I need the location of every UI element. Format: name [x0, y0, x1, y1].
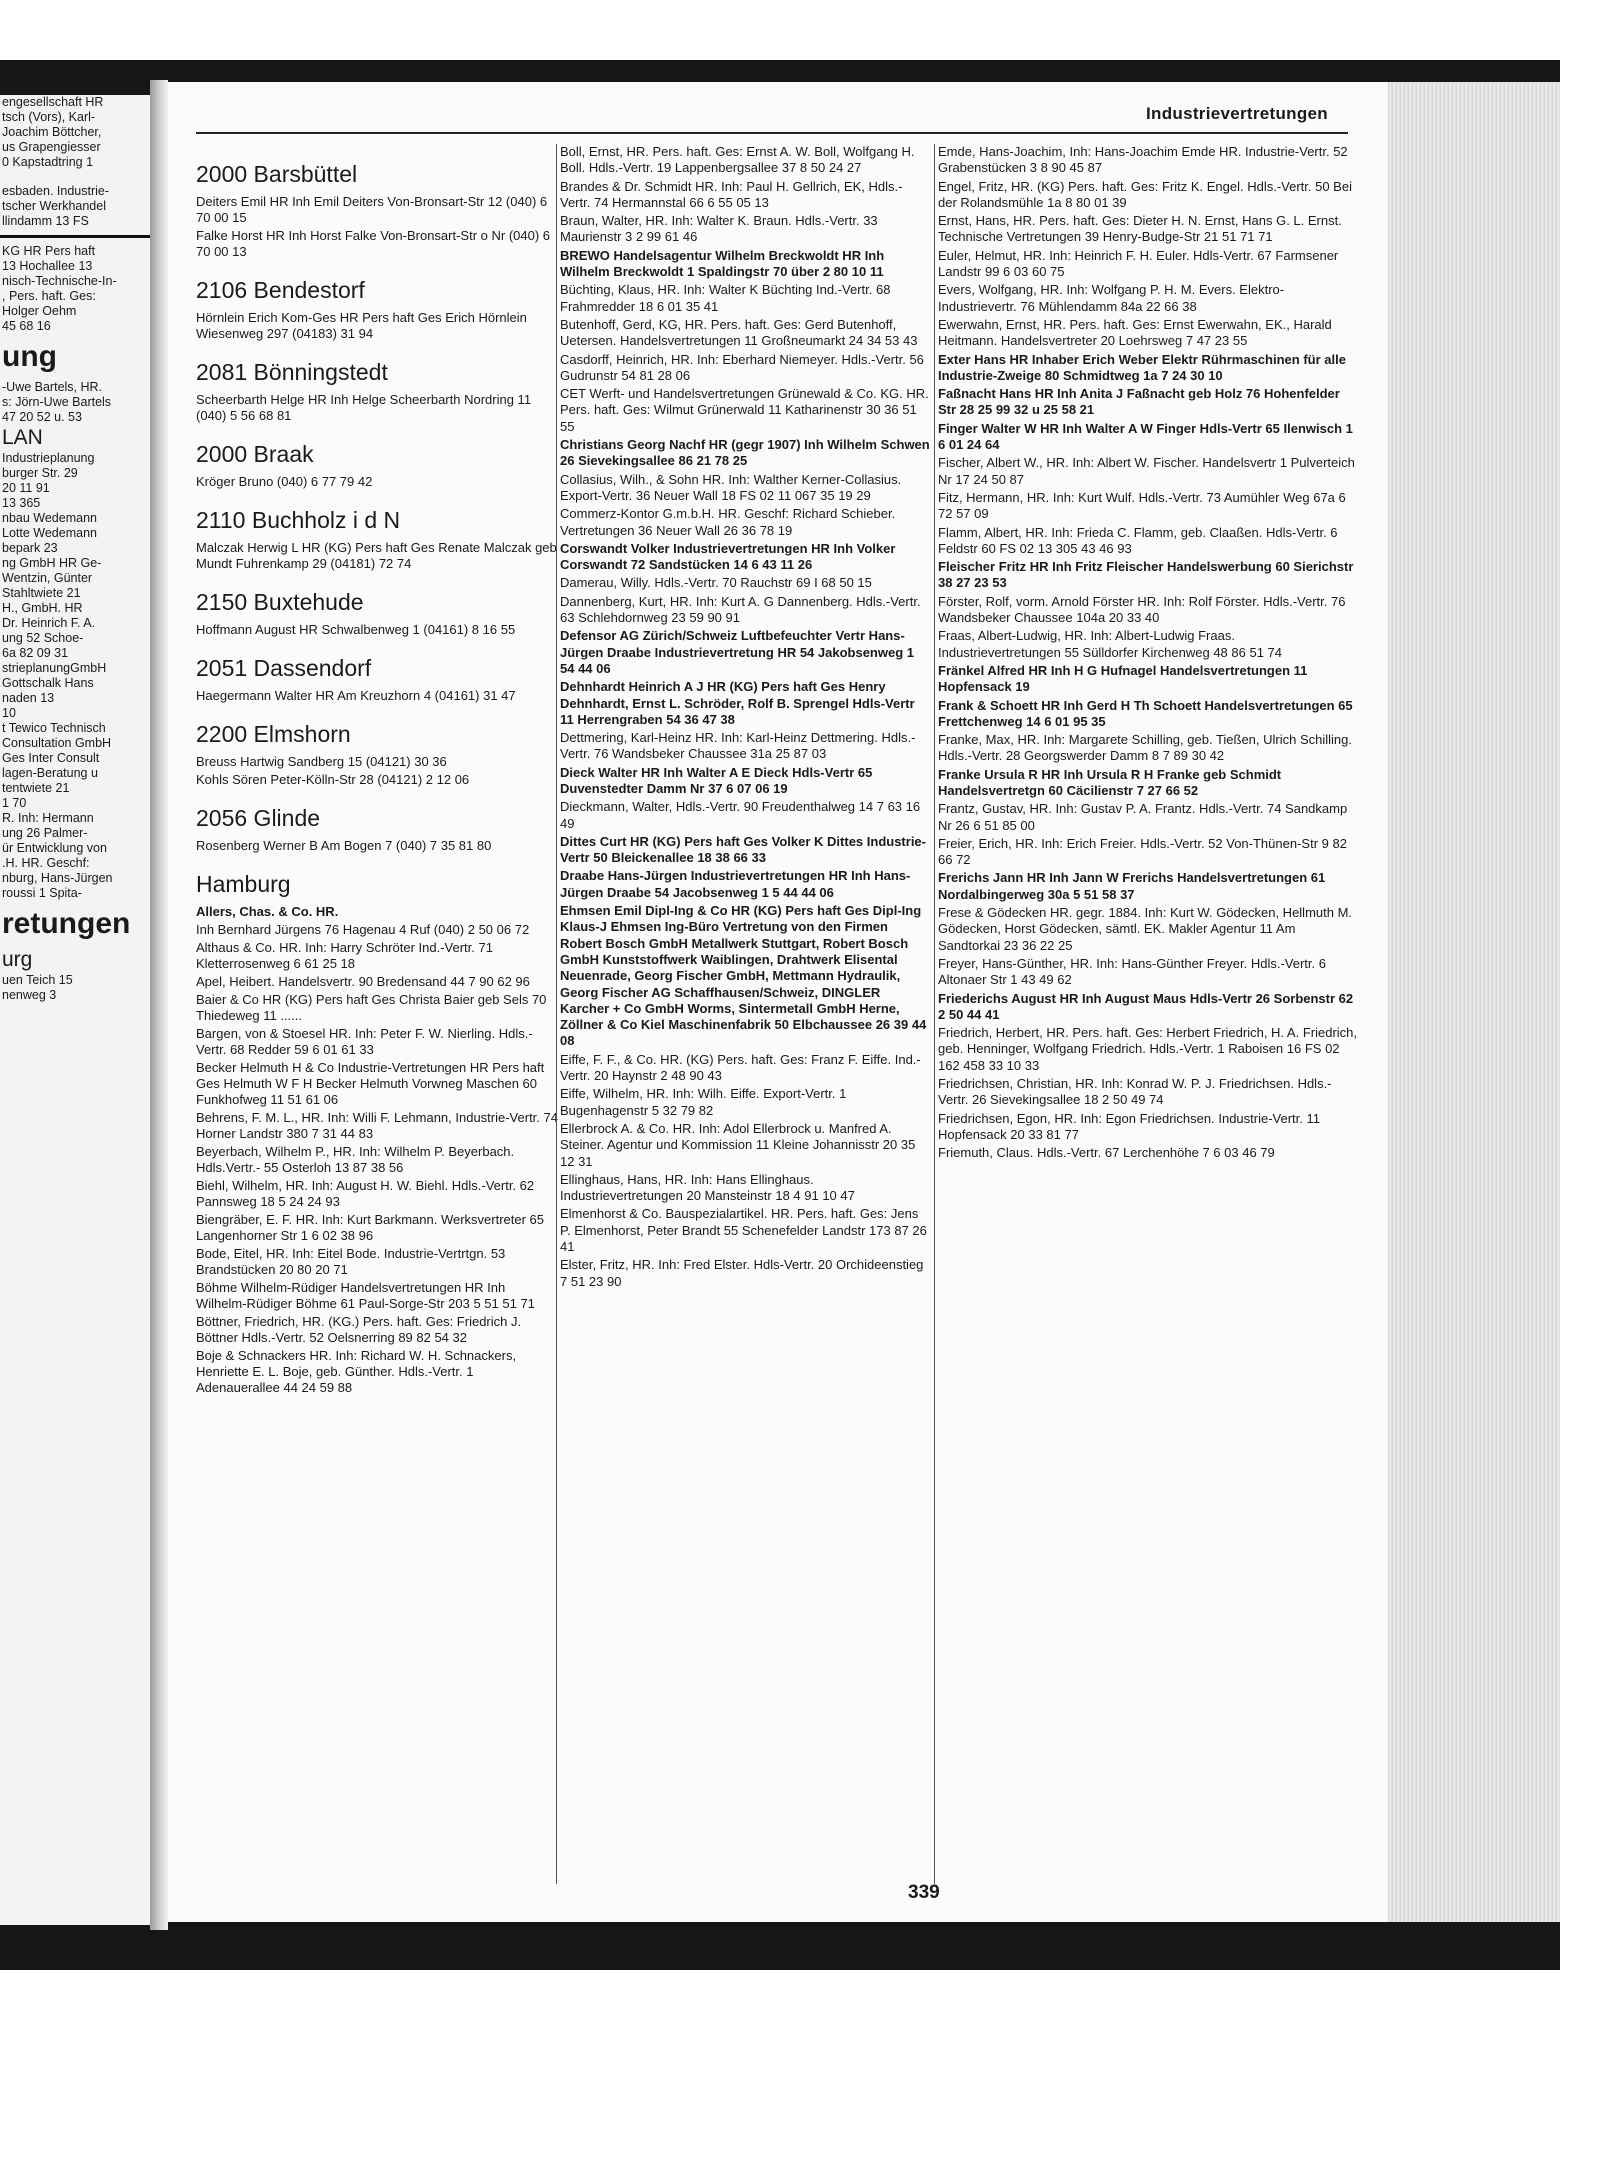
left-page-fragment: 13 Hochallee 13: [2, 259, 93, 273]
column-2: [560, 144, 930, 1292]
left-page-fragment: 20 11 91: [2, 481, 50, 495]
left-page-fragment: 47 20 52 u. 53: [2, 410, 82, 424]
city-heading: 2056 Glinde: [196, 805, 321, 831]
column-1: [196, 144, 558, 1398]
directory-entry: Faßnacht Hans HR Inh Anita J Faßnacht geb Holz 76 Hohenfelder Str 28 25 99 32 u 25 58 21: [938, 386, 1340, 418]
directory-entry: Engel, Fritz, HR. (KG) Pers. haft. Ges: Fritz K. Engel. Hdls.-Vertr. 50 Bei der Rolandsmühle 1a 8 80 01 39: [938, 178, 1352, 210]
directory-entry: Euler, Helmut, HR. Inh: Heinrich F. H. Euler. Hdls-Vertr. 67 Farmsener Landstr 99 6 03 60 75: [938, 247, 1339, 280]
left-page-fragment: -Uwe Bartels, HR.: [2, 380, 103, 394]
left-page-fragment: engesellschaft HR: [2, 95, 104, 109]
directory-entry: Büchting, Klaus, HR. Inh: Walter K Büchting Ind.-Vertr. 68 Frahmredder 18 6 01 35 41: [560, 282, 891, 314]
directory-entry: Böttner, Friedrich, HR. (KG.) Pers. haft. Ges: Friedrich J. Böttner Hdls.-Vertr. 52 Oelsnerring 89 82 54 32: [196, 1314, 522, 1345]
directory-entry: Bode, Eitel, HR. Inh: Eitel Bode. Industrie-Vertrtgn. 53 Brandstücken 20 80 20 71: [196, 1246, 506, 1277]
directory-entry: Friedrich, Herbert, HR. Pers. haft. Ges: Herbert Friedrich, H. A. Friedrich, geb. Henninger, Wolfgang Friedrich. Hdls.-Vertr. 1 Raboisen 16 FS 02 162 458 33 10 33: [938, 1025, 1358, 1073]
left-page-fragment: Wentzin, Günter: [2, 571, 93, 585]
directory-entry: Christians Georg Nachf HR (gegr 1907) Inh Wilhelm Schwen 26 Sievekingsallee 86 21 78 25: [560, 437, 930, 469]
directory-entry: Braun, Walter, HR. Inh: Walter K. Braun. Hdls.-Vertr. 33 Maurienstr 3 2 99 61 46: [560, 213, 878, 245]
city-heading: 2200 Elmshorn: [196, 721, 351, 747]
directory-entry: Kröger Bruno (040) 6 77 79 42: [196, 474, 373, 489]
directory-entry: Dieck Walter HR Inh Walter A E Dieck Hdls-Vertr 65 Duvenstedter Damm Nr 37 6 07 06 19: [560, 764, 873, 796]
left-page-fragment: , Pers. haft. Ges:: [2, 289, 96, 303]
left-page-fragment: ür Entwicklung von: [2, 841, 107, 855]
directory-entry: Frese & Gödecken HR. gegr. 1884. Inh: Kurt W. Gödecken, Hellmuth M. Gödecken, Horst Gödecken, sämtl. EK. Makler Agentur 11 Am Sandtorkai 23 36 22 25: [938, 905, 1353, 953]
directory-entry: Casdorff, Heinrich, HR. Inh: Eberhard Niemeyer. Hdls.-Vertr. 56 Gudrunstr 54 81 28 06: [560, 351, 924, 383]
directory-entry: CET Werft- und Handelsvertretungen Grünewald & Co. KG. HR. Pers. haft. Ges: Wilmut Grünerwald 11 Katharinenstr 30 36 51 55: [560, 386, 929, 434]
facing-page-left: [0, 95, 150, 1925]
page-number: 339: [908, 1882, 940, 1903]
directory-entry: Haegermann Walter HR Am Kreuzhorn 4 (04161) 31 47: [196, 688, 516, 703]
directory-entry: Inh Bernhard Jürgens 76 Hagenau 4 Ruf (040) 2 50 06 72: [196, 922, 530, 937]
directory-entry: Deiters Emil HR Inh Emil Deiters Von-Bronsart-Str 12 (040) 6 70 00 15: [196, 194, 548, 225]
left-page-fragment: urg: [2, 948, 33, 971]
left-page-fragment: ung 52 Schoe-: [2, 631, 84, 645]
left-page-fragment: ng GmbH HR Ge-: [2, 556, 102, 570]
directory-entry: Fraas, Albert-Ludwig, HR. Inh: Albert-Ludwig Fraas. Industrievertretungen 55 Sülldorfer Kirchenweg 48 86 51 74: [938, 628, 1282, 660]
directory-entry: Malczak Herwig L HR (KG) Pers haft Ges Renate Malczak geb Mundt Fuhrenkamp 29 (04181) 72 74: [196, 540, 557, 571]
directory-entry: Förster, Rolf, vorm. Arnold Förster HR. Inh: Rolf Förster. Hdls.-Vertr. 76 Wandsbeker Chaussee 104a 20 33 40: [938, 593, 1346, 626]
directory-entry: Dieckmann, Walter, Hdls.-Vertr. 90 Freudenthalweg 14 7 63 16 49: [560, 799, 921, 831]
left-page-fragment: Holger Oehm: [2, 304, 77, 318]
directory-entry: Finger Walter W HR Inh Walter A W Finger Hdls-Vertr 65 Ilenwisch 1 6 01 24 64: [938, 420, 1353, 453]
directory-entry: Baier & Co HR (KG) Pers haft Ges Christa Baier geb Sels 70 Thiedeweg 11 ......: [196, 992, 547, 1023]
directory-entry: Eiffe, F. F., & Co. HR. (KG) Pers. haft. Ges: Franz F. Eiffe. Ind.-Vertr. 20 Haynstr 2 48 90 43: [560, 1051, 921, 1084]
book-gutter: [150, 80, 168, 1930]
left-page-fragment: .H. HR. Geschf:: [2, 856, 90, 870]
city-heading: 2000 Barsbüttel: [196, 161, 358, 187]
directory-entry: Ewerwahn, Ernst, HR. Pers. haft. Ges: Ernst Ewerwahn, EK., Harald Heitmann. Handelsvertreter 20 Loehrsweg 7 47 23 55: [938, 316, 1332, 349]
header-rule: [196, 132, 1348, 134]
directory-entry: Exter Hans HR Inhaber Erich Weber Elektr Rührmaschinen für alle Industrie-Zweige 80 Schmidtweg 1a 7 24 30 10: [938, 351, 1346, 383]
left-page-rule: [0, 235, 150, 238]
directory-entry: Fitz, Hermann, HR. Inh: Kurt Wulf. Hdls.-Vertr. 73 Aumühler Weg 67a 6 72 57 09: [938, 489, 1346, 522]
left-page-fragment: tentwiete 21: [2, 781, 70, 795]
left-page-fragment: tsch (Vors), Karl-: [2, 110, 96, 124]
left-page-fragment: 1 70: [2, 796, 27, 810]
directory-entry: Apel, Heibert. Handelsvertr. 90 Bredensand 44 7 90 62 96: [196, 974, 530, 989]
directory-entry: Bargen, von & Stoesel HR. Inh: Peter F. W. Nierling. Hdls.-Vertr. 68 Redder 59 6 01 61 33: [196, 1026, 533, 1057]
left-page-fragment: ung: [2, 340, 57, 373]
left-page-fragment: t Tewico Technisch: [2, 721, 106, 735]
directory-entry: Falke Horst HR Inh Horst Falke Von-Bronsart-Str o Nr (040) 6 70 00 13: [196, 228, 551, 259]
directory-entry: Hoffmann August HR Schwalbenweg 1 (04161) 8 16 55: [196, 622, 516, 637]
left-page-fragment: strieplanungGmbH: [2, 661, 107, 675]
directory-entry: Franke, Max, HR. Inh: Margarete Schilling, geb. Tießen, Ulrich Schilling. Hdls.-Vertr. 28 Georgswerder Damm 8 7 89 30 42: [938, 732, 1353, 764]
directory-entry: Elster, Fritz, HR. Inh: Fred Elster. Hdls-Vertr. 20 Orchideenstieg 7 51 23 90: [560, 1257, 924, 1289]
directory-entry: Elmenhorst & Co. Bauspezialartikel. HR. Pers. haft. Ges: Jens P. Elmenhorst, Peter Brandt 55 Schenefelder Landstr 173 87 26 41: [560, 1206, 927, 1254]
left-page-fragment: burger Str. 29: [2, 466, 78, 480]
directory-entry: Frerichs Jann HR Inh Jann W Frerichs Handelsvertretungen 61 Nordalbingerweg 30a 5 51 58 37: [938, 870, 1326, 902]
left-page-fragment: tscher Werkhandel: [2, 199, 106, 213]
left-page-fragment: nbau Wedemann: [2, 511, 97, 525]
left-page-fragment: Ges Inter Consult: [2, 751, 100, 765]
directory-entry: Breuss Hartwig Sandberg 15 (04121) 30 36: [196, 754, 447, 769]
left-page-fragment: ung 26 Palmer-: [2, 826, 88, 840]
left-page-fragment: nburg, Hans-Jürgen: [2, 871, 113, 885]
city-heading: 2081 Bönningstedt: [196, 359, 388, 385]
left-page-fragment: R. Inh: Hermann: [2, 811, 94, 825]
left-page-fragment: 13 365: [2, 496, 41, 510]
book-page-edges: [1388, 82, 1560, 1922]
left-page-fragment: Industrieplanung: [2, 451, 95, 465]
directory-entry: Ehmsen Emil Dipl-Ing & Co HR (KG) Pers haft Ges Dipl-Ing Klaus-J Ehmsen Ing-Büro Vertretung von den Firmen Robert Bosch GmbH Metallwerk Stuttgart, Robert Bosch GmbH Kunststoffwerk Waiblingen, Drahtwerk Elisental Neuenrade, Georg Fischer GmbH, Mettmann Hydraulik, Georg Fischer AG Schaffhausen/Schweiz, DINGLER Karcher + Co GmbH Worms, Sintermetall GmbH Herne, Zöllner & Co Kiel Maschinenfabrik 50 Elbchaussee 26 39 44 08: [560, 903, 927, 1049]
left-page-fragment: retungen: [2, 907, 131, 940]
directory-entry: Behrens, F. M. L., HR. Inh: Willi F. Lehmann, Industrie-Vertr. 74 Horner Landstr 380 7 31 44 83: [196, 1110, 558, 1141]
city-heading: 2106 Bendestorf: [196, 277, 365, 303]
directory-entry: Friederichs August HR Inh August Maus Hdls-Vertr 26 Sorbenstr 62 2 50 44 41: [938, 990, 1354, 1022]
directory-entry: Emde, Hans-Joachim, Inh: Hans-Joachim Emde HR. Industrie-Vertr. 52 Grabenstücken 3 8 90 45 87: [938, 144, 1348, 176]
directory-entry: Frank & Schoett HR Inh Gerd H Th Schoett Handelsvertretungen 65 Frettchenweg 14 6 01 95 35: [938, 697, 1353, 729]
directory-entry: Dettmering, Karl-Heinz HR. Inh: Karl-Heinz Dettmering. Hdls.-Vertr. 76 Wandsbeker Chaussee 31a 25 87 03: [560, 730, 916, 762]
directory-entry: Boje & Schnackers HR. Inh: Richard W. H. Schnackers, Henriette E. L. Boje, geb. Günther. Hdls.-Vertr. 1 Adenauerallee 44 24 59 88: [196, 1348, 517, 1395]
directory-entry: Damerau, Willy. Hdls.-Vertr. 70 Rauchstr 69 I 68 50 15: [560, 575, 872, 591]
left-page-fragment: naden 13: [2, 691, 55, 705]
left-page-fragment: uen Teich 15: [2, 973, 73, 987]
directory-entry: Hörnlein Erich Kom-Ges HR Pers haft Ges Erich Hörnlein Wiesenweg 297 (04183) 31 94: [196, 310, 527, 341]
directory-entry: BREWO Handelsagentur Wilhelm Breckwoldt HR Inh Wilhelm Breckwoldt 1 Spaldingstr 70 über 2 80 10 11: [560, 247, 885, 280]
directory-entry: Biengräber, E. F. HR. Inh: Kurt Barkmann. Werksvertreter 65 Langenhorner Str 1 6 02 38 96: [196, 1212, 545, 1243]
directory-page: [168, 82, 1388, 1922]
directory-entry: Fränkel Alfred HR Inh H G Hufnagel Handelsvertretungen 11 Hopfensack 19: [938, 662, 1308, 695]
directory-entry: Corswandt Volker Industrievertretungen HR Inh Volker Corswandt 72 Sandstücken 14 6 43 11 26: [560, 540, 896, 573]
directory-entry: Defensor AG Zürich/Schweiz Luftbefeuchter Vertr Hans-Jürgen Draabe Industrievertretung HR 54 Jakobsenweg 1 54 44 06: [560, 628, 914, 676]
directory-entry: Friedrichsen, Egon, HR. Inh: Egon Friedrichsen. Industrie-Vertr. 11 Hopfensack 20 33 81 77: [938, 1110, 1320, 1142]
left-page-fragment: lagen-Beratung u: [2, 766, 98, 780]
left-page-fragment: Consultation GmbH: [2, 736, 112, 750]
city-heading: Hamburg: [196, 871, 291, 897]
directory-entry: Dehnhardt Heinrich A J HR (KG) Pers haft Ges Henry Dehnhardt, Ernst L. Schröder, Rolf B. Sprengel Hdls-Vertr 11 Herrengraben 54 36 47 38: [560, 679, 915, 727]
directory-entry: Rosenberg Werner B Am Bogen 7 (040) 7 35 81 80: [196, 838, 492, 853]
directory-entry: Collasius, Wilh., & Sohn HR. Inh: Walther Kerner-Collasius. Export-Vertr. 36 Neuer Wall 18 FS 02 11 067 35 19 29: [560, 471, 902, 503]
directory-entry: Draabe Hans-Jürgen Industrievertretungen HR Inh Hans-Jürgen Draabe 54 Jacobsenweg 1 5 44 44 06: [560, 868, 911, 900]
directory-entry: Freier, Erich, HR. Inh: Erich Freier. Hdls.-Vertr. 52 Von-Thünen-Str 9 82 66 72: [938, 835, 1347, 868]
directory-entry: Scheerbarth Helge HR Inh Helge Scheerbarth Nordring 11 (040) 5 56 68 81: [196, 392, 532, 423]
left-page-fragment: KG HR Pers haft: [2, 244, 96, 258]
directory-entry: Becker Helmuth H & Co Industrie-Vertretungen HR Pers haft Ges Helmuth W F H Becker Helmuth Vorwneg Maschen 60 Funkhofweg 11 51 61 06: [196, 1060, 545, 1107]
left-page-fragment: roussi 1 Spita-: [2, 886, 82, 900]
left-page-fragment: 0 Kapstadtring 1: [2, 155, 94, 169]
directory-entry: Evers, Wolfgang, HR. Inh: Wolfgang P. H. M. Evers. Elektro-Industrievertr. 76 Mühlendamm 84a 22 66 38: [938, 282, 1285, 314]
left-page-fragment: us Grapengiesser: [2, 140, 101, 154]
city-heading: 2051 Dassendorf: [196, 655, 372, 681]
column-separator: [556, 144, 557, 1884]
directory-entry: Flamm, Albert, HR. Inh: Frieda C. Flamm, geb. Claaßen. Hdls-Vertr. 6 Feldstr 60 FS 02 13 305 43 46 93: [938, 524, 1338, 556]
city-heading: 2110 Buchholz i d N: [196, 507, 401, 533]
left-page-fragment: LAN: [2, 426, 43, 449]
left-page-fragment: 6a 82 09 31: [2, 646, 69, 660]
city-heading: 2000 Braak: [196, 441, 314, 467]
left-page-fragment: Stahltwiete 21: [2, 586, 81, 600]
directory-entry: Freyer, Hans-Günther, HR. Inh: Hans-Günther Freyer. Hdls.-Vertr. 6 Altonaer Str 1 43 49 62: [938, 955, 1326, 988]
directory-entry: Ernst, Hans, HR. Pers. haft. Ges: Dieter H. N. Ernst, Hans G. L. Ernst. Technische Vertretungen 39 Henry-Budge-Str 21 51 71 71: [938, 213, 1342, 245]
directory-entry: Frantz, Gustav, HR. Inh: Gustav P. A. Frantz. Hdls.-Vertr. 74 Sandkamp Nr 26 6 51 85 00: [938, 801, 1348, 833]
directory-entry: Biehl, Wilhelm, HR. Inh: August H. W. Biehl. Hdls.-Vertr. 62 Pannsweg 18 5 24 24 93: [196, 1178, 535, 1209]
directory-entry: Allers, Chas. & Co. HR.: [196, 904, 339, 919]
city-heading: 2150 Buxtehude: [196, 589, 364, 615]
left-page-fragment: llindamm 13 FS: [2, 214, 89, 228]
left-page-fragment: Dr. Heinrich F. A.: [2, 616, 96, 630]
left-page-gap: [0, 170, 150, 184]
left-page-fragment: H., GmbH. HR: [2, 601, 83, 615]
column-separator: [934, 144, 935, 1884]
directory-entry: Eiffe, Wilhelm, HR. Inh: Wilh. Eiffe. Export-Vertr. 1 Bugenhagenstr 5 32 79 82: [560, 1086, 847, 1118]
left-page-fragment: Lotte Wedemann: [2, 526, 97, 540]
left-page-fragment: nenweg 3: [2, 988, 57, 1002]
left-page-fragment: 10: [2, 706, 16, 720]
directory-entry: Kohls Sören Peter-Kölln-Str 28 (04121) 2 12 06: [196, 772, 470, 787]
directory-entry: Friedrichsen, Christian, HR. Inh: Konrad W. P. J. Friedrichsen. Hdls.-Vertr. 26 Sievekingsallee 18 2 50 49 74: [938, 1076, 1332, 1108]
directory-entry: Beyerbach, Wilhelm P., HR. Inh: Wilhelm P. Beyerbach. Hdls.Vertr.- 55 Osterloh 13 87 38 56: [196, 1144, 515, 1175]
left-page-fragment: 45 68 16: [2, 319, 51, 333]
directory-entry: Brandes & Dr. Schmidt HR. Inh: Paul H. Gellrich, EK, Hdls.-Vertr. 74 Hermannstal 66 6 55 05 13: [560, 178, 903, 210]
directory-entry: Althaus & Co. HR. Inh: Harry Schröter Ind.-Vertr. 71 Kletterrosenweg 6 61 25 18: [196, 940, 493, 971]
left-page-fragment: Gottschalk Hans: [2, 676, 94, 690]
directory-entry: Boll, Ernst, HR. Pers. haft. Ges: Ernst A. W. Boll, Wolfgang H. Boll. Hdls.-Vertr. 19 Lappenbergsallee 37 8 50 24 27: [560, 144, 915, 176]
directory-entry: Butenhoff, Gerd, KG, HR. Pers. haft. Ges: Gerd Butenhoff, Uetersen. Handelsvertretungen 11 Großneumarkt 24 34 53 43: [560, 316, 918, 349]
running-head: Industrievertretungen: [1146, 104, 1328, 123]
directory-entry: Ellerbrock A. & Co. HR. Inh: Adol Ellerbrock u. Manfred A. Steiner. Agentur und Kommission 11 Kleine Johannisstr 20 35 12 31: [560, 1120, 916, 1169]
directory-entry: Franke Ursula R HR Inh Ursula R H Franke geb Schmidt Handelsvertretgn 60 Cäcilienstr 7 27 66 52: [938, 766, 1282, 798]
left-page-fragment: nisch-Technische-In-: [2, 274, 117, 288]
directory-entry: Dittes Curt HR (KG) Pers haft Ges Volker K Dittes Industrie-Vertr 50 Bleickenallee 18 38 66 33: [560, 833, 926, 866]
directory-entry: Friemuth, Claus. Hdls.-Vertr. 67 Lerchenhöhe 7 6 03 46 79: [938, 1145, 1275, 1161]
directory-entry: Fleischer Fritz HR Inh Fritz Fleischer Handelswerbung 60 Sierichstr 38 27 23 53: [938, 559, 1354, 591]
left-page-fragment: esbaden. Industrie-: [2, 184, 110, 198]
directory-entry: Fischer, Albert W., HR. Inh: Albert W. Fischer. Handelsvertr 1 Pulverteich Nr 17 24 50 87: [938, 455, 1355, 487]
directory-entry: Commerz-Kontor G.m.b.H. HR. Geschf: Richard Schieber. Vertretungen 36 Neuer Wall 26 36 78 19: [560, 506, 896, 538]
left-page-fragment: bepark 23: [2, 541, 58, 555]
column-3: [938, 144, 1358, 1164]
directory-entry: Böhme Wilhelm-Rüdiger Handelsvertretungen HR Inh Wilhelm-Rüdiger Böhme 61 Paul-Sorge-Str 203 5 51 51 71: [196, 1280, 535, 1311]
left-page-fragment: s: Jörn-Uwe Bartels: [2, 395, 112, 409]
left-page-fragment: Joachim Böttcher,: [2, 125, 102, 139]
directory-entry: Ellinghaus, Hans, HR. Inh: Hans Ellinghaus. Industrievertretungen 20 Mansteinstr 18 4 91 10 47: [560, 1171, 855, 1204]
directory-entry: Dannenberg, Kurt, HR. Inh: Kurt A. G Dannenberg. Hdls.-Vertr. 63 Schlehdornweg 23 59 90 91: [560, 593, 921, 626]
